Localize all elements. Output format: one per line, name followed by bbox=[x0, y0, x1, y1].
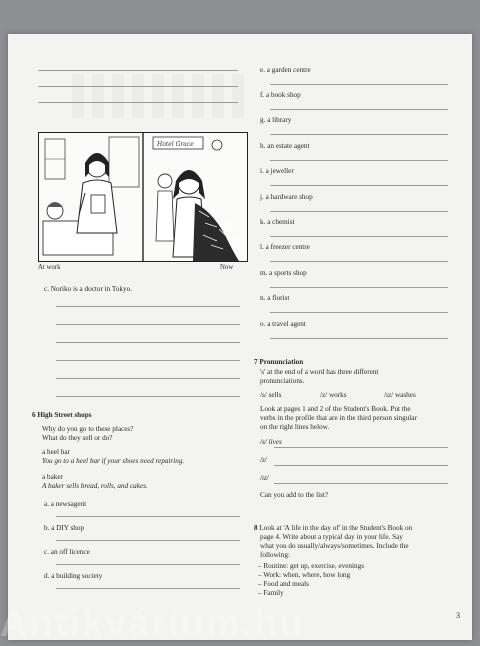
answer-line bbox=[274, 447, 448, 448]
shop-item: c. an off licence bbox=[44, 548, 90, 557]
bullet-item: – Food and meals bbox=[258, 580, 309, 589]
section-title: High Street shops bbox=[37, 411, 91, 419]
question-line: What do they sell or do? bbox=[42, 434, 112, 443]
shop-item: l. a freezer centre bbox=[260, 243, 310, 252]
shop-item: o. a travel agent bbox=[260, 320, 306, 329]
watermark-text: Antikvárium.hu bbox=[0, 603, 480, 646]
answer-line bbox=[270, 109, 448, 110]
section-8-text: page 4. Write about a typical day in your life. Say bbox=[260, 533, 403, 542]
example-answer: You go to a heel bar if your shoes need repairing. bbox=[42, 457, 184, 466]
answer-line bbox=[56, 324, 240, 325]
answer-line bbox=[56, 516, 240, 517]
shop-item: i. a jeweller bbox=[260, 167, 294, 176]
section-8-text: Look at 'A life in the day of' in the Student's Book on bbox=[259, 524, 412, 532]
section-7-heading bbox=[254, 358, 303, 367]
answer-line bbox=[270, 261, 448, 262]
cartoon-illustration bbox=[38, 132, 248, 262]
workbook-page bbox=[8, 34, 472, 640]
sound-example: /z/ works bbox=[320, 391, 347, 400]
answer-line bbox=[56, 540, 240, 541]
section-8-text: following: bbox=[260, 551, 290, 560]
sound-example: /s/ sells bbox=[260, 391, 281, 400]
section-number: 6 bbox=[32, 411, 36, 419]
answer-line bbox=[270, 287, 448, 288]
answer-line bbox=[38, 70, 238, 71]
bullet-item: – Routine: get up, exercise, evenings bbox=[258, 562, 364, 571]
example-place: a baker bbox=[42, 473, 63, 482]
cartoon-caption-right: Now bbox=[220, 264, 233, 271]
answer-line bbox=[270, 160, 448, 161]
exercise-item: c. Noriko is a doctor in Tokyo. bbox=[44, 285, 132, 294]
bullet-item: – Family bbox=[258, 589, 284, 598]
answer-line bbox=[270, 312, 448, 313]
sound-row-label: /z/ bbox=[260, 456, 267, 465]
answer-line bbox=[56, 306, 240, 307]
intro-line: 's' at the end of a word has three different bbox=[260, 368, 378, 377]
shop-item: m. a sports shop bbox=[260, 269, 307, 278]
sound-example: /ız/ washes bbox=[384, 391, 416, 400]
shop-item: g. a library bbox=[260, 116, 291, 125]
section-number: 8 bbox=[254, 524, 258, 532]
follow-up-question: Can you add to the list? bbox=[260, 491, 328, 500]
shop-item: k. a chemist bbox=[260, 218, 295, 227]
answer-line bbox=[56, 564, 240, 565]
shop-item: e. a garden centre bbox=[260, 66, 311, 75]
answer-line bbox=[270, 211, 448, 212]
instruction-line: Look at pages 1 and 2 of the Student's Book. Put the bbox=[260, 405, 411, 414]
shop-item: n. a florist bbox=[260, 294, 289, 303]
shop-item: h. an estate agent bbox=[260, 142, 310, 151]
answer-line bbox=[270, 185, 448, 186]
instruction-line: verbs in the profile that are in the third person singular bbox=[260, 414, 417, 423]
cartoon-sign-text: Hotel Grace bbox=[156, 141, 194, 148]
answer-line bbox=[274, 465, 448, 466]
answer-line bbox=[274, 483, 448, 484]
section-8-line bbox=[254, 524, 412, 533]
answer-line bbox=[270, 134, 448, 135]
answer-line bbox=[270, 236, 448, 237]
page-number: 3 bbox=[456, 611, 460, 620]
answer-line bbox=[56, 588, 240, 589]
cartoon-caption-left: At work bbox=[38, 264, 60, 271]
answer-line bbox=[56, 396, 240, 397]
shop-item: b. a DIY shop bbox=[44, 524, 84, 533]
answer-line bbox=[270, 84, 448, 85]
shop-item: a. a newsagent bbox=[44, 500, 86, 509]
example-place: a heel bar bbox=[42, 448, 70, 457]
cartoon-drawing bbox=[39, 133, 247, 261]
faded-print-area bbox=[72, 74, 250, 118]
sound-row-label: /ız/ bbox=[260, 474, 269, 483]
section-number: 7 bbox=[254, 358, 258, 366]
example-answer: A baker sells bread, rolls, and cakes. bbox=[42, 482, 148, 491]
answer-line bbox=[56, 378, 240, 379]
answer-line bbox=[56, 342, 240, 343]
shop-item: j. a hardware shop bbox=[260, 193, 313, 202]
sound-row-label: /s/ lives bbox=[260, 438, 282, 447]
shop-item: f. a book shop bbox=[260, 91, 301, 100]
intro-line: pronunciations. bbox=[260, 377, 305, 386]
answer-line bbox=[56, 360, 240, 361]
section-6-heading bbox=[32, 411, 92, 420]
bullet-item: – Work: when, where, how long bbox=[258, 571, 350, 580]
instruction-line: on the right lines below. bbox=[260, 423, 329, 432]
answer-line bbox=[38, 86, 238, 87]
answer-line bbox=[270, 338, 448, 339]
answer-line bbox=[38, 102, 238, 103]
section-8-text: what you do usually/always/sometimes. Include the bbox=[260, 542, 409, 551]
question-line: Why do you go to these places? bbox=[42, 425, 133, 434]
shop-item: d. a building society bbox=[44, 572, 102, 581]
section-title: Pronunciation bbox=[259, 358, 303, 366]
